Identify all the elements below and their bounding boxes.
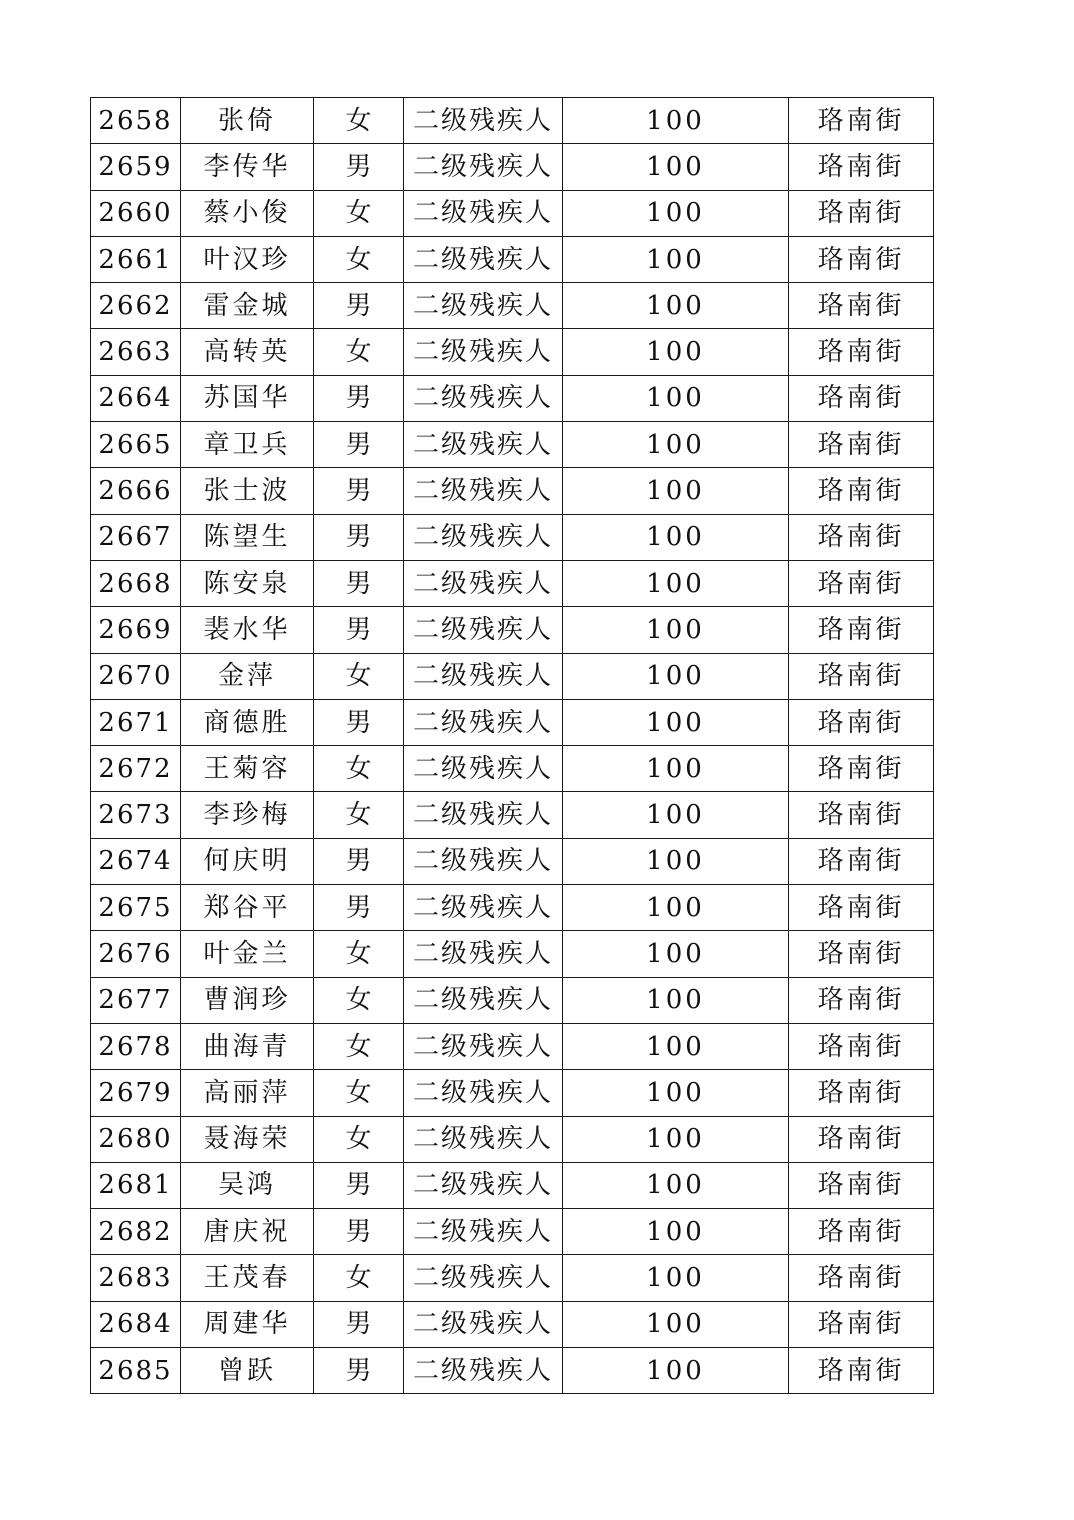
table-row [91,236,934,282]
name-cell: 叶汉珍 [181,236,314,282]
row-number-cell: 2684 [91,1301,181,1347]
disability-level-cell: 二级残疾人 [404,1255,563,1301]
gender-cell: 女 [314,1023,404,1069]
amount-cell: 100 [563,1023,789,1069]
row-number-cell: 2668 [91,560,181,606]
amount-cell: 100 [563,468,789,514]
disability-level-cell: 二级残疾人 [404,1116,563,1162]
disability-level-cell: 二级残疾人 [404,98,563,144]
gender-cell: 女 [314,653,404,699]
street-cell: 珞南街 [789,1301,934,1347]
table-row [91,1070,934,1116]
street-cell: 珞南街 [789,144,934,190]
street-cell: 珞南街 [789,838,934,884]
amount-cell: 100 [563,236,789,282]
amount-cell: 100 [563,190,789,236]
row-number-cell: 2674 [91,838,181,884]
table-row [91,1348,934,1394]
row-number-cell: 2665 [91,422,181,468]
table-row [91,1209,934,1255]
gender-cell: 男 [314,1209,404,1255]
amount-cell: 100 [563,1301,789,1347]
table-row [91,885,934,931]
disability-level-cell: 二级残疾人 [404,977,563,1023]
disability-level-cell: 二级残疾人 [404,1070,563,1116]
amount-cell: 100 [563,329,789,375]
disability-level-cell: 二级残疾人 [404,514,563,560]
name-cell: 曾跃 [181,1348,314,1394]
amount-cell: 100 [563,746,789,792]
table-row [91,144,934,190]
name-cell: 张倚 [181,98,314,144]
street-cell: 珞南街 [789,468,934,514]
row-number-cell: 2664 [91,375,181,421]
row-number-cell: 2681 [91,1162,181,1208]
disability-level-cell: 二级残疾人 [404,1348,563,1394]
gender-cell: 女 [314,792,404,838]
street-cell: 珞南街 [789,236,934,282]
disability-level-cell: 二级残疾人 [404,560,563,606]
table-row [91,1301,934,1347]
disability-level-cell: 二级残疾人 [404,283,563,329]
gender-cell: 男 [314,422,404,468]
disability-level-cell: 二级残疾人 [404,144,563,190]
name-cell: 王菊容 [181,746,314,792]
name-cell: 张士波 [181,468,314,514]
table-row [91,190,934,236]
disability-level-cell: 二级残疾人 [404,375,563,421]
gender-cell: 男 [314,375,404,421]
row-number-cell: 2667 [91,514,181,560]
disability-level-cell: 二级残疾人 [404,885,563,931]
street-cell: 珞南街 [789,560,934,606]
gender-cell: 男 [314,607,404,653]
table-row [91,746,934,792]
table-row [91,977,934,1023]
disability-level-cell: 二级残疾人 [404,236,563,282]
disability-level-cell: 二级残疾人 [404,1162,563,1208]
amount-cell: 100 [563,1209,789,1255]
gender-cell: 女 [314,329,404,375]
street-cell: 珞南街 [789,607,934,653]
street-cell: 珞南街 [789,375,934,421]
table-row [91,98,934,144]
disability-level-cell: 二级残疾人 [404,190,563,236]
name-cell: 陈望生 [181,514,314,560]
name-cell: 唐庆祝 [181,1209,314,1255]
table-row [91,422,934,468]
amount-cell: 100 [563,375,789,421]
row-number-cell: 2661 [91,236,181,282]
street-cell: 珞南街 [789,746,934,792]
disability-level-cell: 二级残疾人 [404,1023,563,1069]
row-number-cell: 2669 [91,607,181,653]
name-cell: 金萍 [181,653,314,699]
row-number-cell: 2663 [91,329,181,375]
disability-level-cell: 二级残疾人 [404,607,563,653]
name-cell: 商德胜 [181,699,314,745]
table-row [91,607,934,653]
disability-level-cell: 二级残疾人 [404,746,563,792]
gender-cell: 男 [314,283,404,329]
gender-cell: 男 [314,885,404,931]
gender-cell: 男 [314,699,404,745]
row-number-cell: 2679 [91,1070,181,1116]
row-number-cell: 2678 [91,1023,181,1069]
table-row [91,653,934,699]
gender-cell: 男 [314,468,404,514]
amount-cell: 100 [563,653,789,699]
disability-level-cell: 二级残疾人 [404,699,563,745]
amount-cell: 100 [563,699,789,745]
row-number-cell: 2685 [91,1348,181,1394]
table-row [91,931,934,977]
row-number-cell: 2680 [91,1116,181,1162]
table-row [91,560,934,606]
name-cell: 高转英 [181,329,314,375]
row-number-cell: 2670 [91,653,181,699]
amount-cell: 100 [563,1162,789,1208]
street-cell: 珞南街 [789,1162,934,1208]
street-cell: 珞南街 [789,422,934,468]
gender-cell: 女 [314,931,404,977]
gender-cell: 女 [314,236,404,282]
street-cell: 珞南街 [789,190,934,236]
disability-level-cell: 二级残疾人 [404,329,563,375]
street-cell: 珞南街 [789,977,934,1023]
street-cell: 珞南街 [789,699,934,745]
street-cell: 珞南街 [789,1255,934,1301]
street-cell: 珞南街 [789,931,934,977]
row-number-cell: 2676 [91,931,181,977]
name-cell: 雷金城 [181,283,314,329]
name-cell: 郑谷平 [181,885,314,931]
amount-cell: 100 [563,792,789,838]
gender-cell: 女 [314,977,404,1023]
disability-level-cell: 二级残疾人 [404,1209,563,1255]
street-cell: 珞南街 [789,98,934,144]
row-number-cell: 2683 [91,1255,181,1301]
amount-cell: 100 [563,1255,789,1301]
name-cell: 曹润珍 [181,977,314,1023]
gender-cell: 男 [314,1301,404,1347]
table-row [91,1255,934,1301]
name-cell: 王茂春 [181,1255,314,1301]
table-row [91,699,934,745]
amount-cell: 100 [563,283,789,329]
table-row [91,792,934,838]
disability-level-cell: 二级残疾人 [404,653,563,699]
amount-cell: 100 [563,838,789,884]
row-number-cell: 2659 [91,144,181,190]
gender-cell: 女 [314,98,404,144]
gender-cell: 女 [314,190,404,236]
gender-cell: 女 [314,1116,404,1162]
name-cell: 苏国华 [181,375,314,421]
street-cell: 珞南街 [789,283,934,329]
disability-level-cell: 二级残疾人 [404,1301,563,1347]
table-row [91,1162,934,1208]
street-cell: 珞南街 [789,1209,934,1255]
table-row [91,1023,934,1069]
amount-cell: 100 [563,144,789,190]
roster-table-body [91,98,934,1394]
name-cell: 曲海青 [181,1023,314,1069]
row-number-cell: 2658 [91,98,181,144]
street-cell: 珞南街 [789,329,934,375]
gender-cell: 男 [314,1162,404,1208]
amount-cell: 100 [563,1070,789,1116]
name-cell: 章卫兵 [181,422,314,468]
row-number-cell: 2660 [91,190,181,236]
name-cell: 周建华 [181,1301,314,1347]
street-cell: 珞南街 [789,885,934,931]
name-cell: 李传华 [181,144,314,190]
gender-cell: 男 [314,144,404,190]
amount-cell: 100 [563,885,789,931]
amount-cell: 100 [563,1116,789,1162]
street-cell: 珞南街 [789,792,934,838]
row-number-cell: 2675 [91,885,181,931]
name-cell: 蔡小俊 [181,190,314,236]
table-row [91,1116,934,1162]
row-number-cell: 2671 [91,699,181,745]
row-number-cell: 2662 [91,283,181,329]
street-cell: 珞南街 [789,514,934,560]
gender-cell: 男 [314,838,404,884]
row-number-cell: 2682 [91,1209,181,1255]
street-cell: 珞南街 [789,653,934,699]
table-row [91,514,934,560]
amount-cell: 100 [563,931,789,977]
amount-cell: 100 [563,977,789,1023]
row-number-cell: 2672 [91,746,181,792]
name-cell: 何庆明 [181,838,314,884]
disability-level-cell: 二级残疾人 [404,931,563,977]
street-cell: 珞南街 [789,1348,934,1394]
name-cell: 高丽萍 [181,1070,314,1116]
gender-cell: 男 [314,560,404,606]
disability-level-cell: 二级残疾人 [404,838,563,884]
disability-level-cell: 二级残疾人 [404,468,563,514]
amount-cell: 100 [563,514,789,560]
table-row [91,838,934,884]
row-number-cell: 2666 [91,468,181,514]
row-number-cell: 2673 [91,792,181,838]
amount-cell: 100 [563,1348,789,1394]
amount-cell: 100 [563,422,789,468]
gender-cell: 女 [314,746,404,792]
disability-level-cell: 二级残疾人 [404,422,563,468]
gender-cell: 男 [314,514,404,560]
table-row [91,375,934,421]
disability-level-cell: 二级残疾人 [404,792,563,838]
amount-cell: 100 [563,607,789,653]
street-cell: 珞南街 [789,1116,934,1162]
table-row [91,468,934,514]
name-cell: 叶金兰 [181,931,314,977]
name-cell: 吴鸿 [181,1162,314,1208]
row-number-cell: 2677 [91,977,181,1023]
gender-cell: 女 [314,1070,404,1116]
table-row [91,283,934,329]
name-cell: 裴水华 [181,607,314,653]
amount-cell: 100 [563,98,789,144]
gender-cell: 男 [314,1348,404,1394]
name-cell: 聂海荣 [181,1116,314,1162]
name-cell: 陈安泉 [181,560,314,606]
table-row [91,329,934,375]
roster-table [90,97,934,1394]
gender-cell: 女 [314,1255,404,1301]
name-cell: 李珍梅 [181,792,314,838]
street-cell: 珞南街 [789,1023,934,1069]
amount-cell: 100 [563,560,789,606]
street-cell: 珞南街 [789,1070,934,1116]
